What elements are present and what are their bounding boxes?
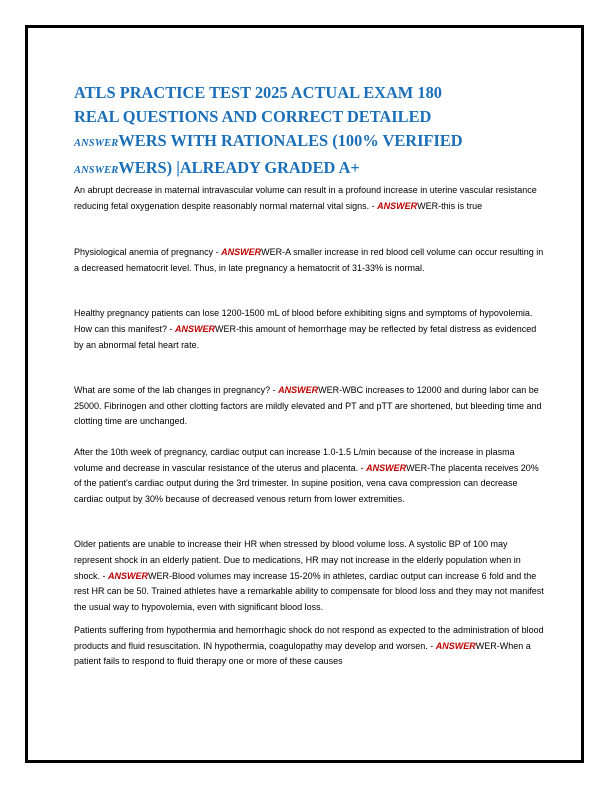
answer-text: WBC increases to 12000 and during labor can be 25000. Fibrinogen and other clotting factors are mildly elevated and PT and pTT are shortened, but bleeding time and clotting time are unchanged. [74,385,542,427]
qa-item [74,623,544,670]
title-line-3: WERS WITH RATIONALES (100% VERIFIED [118,131,463,150]
answer-suffix: WER- [318,385,343,396]
question-text: What are some of the lab changes in pregnancy? - [74,385,279,396]
answer-text: Blood volumes may increase 15-20% in athletes, cardiac output can increase 6 fold and the rest HR can be 50. Trained athletes have a remarkable ability to compensate for blood loss and they may not manifest the usual way to hypovolemia, even with significant blood loss. [74,570,544,612]
answer-text: When a patient fails to respond to fluid therapy one or more of these causes [74,640,531,667]
qa-item [74,383,544,430]
answer-suffix: WER- [406,462,431,473]
title-answer-small: ANSWER [74,165,119,176]
answer-suffix: WER- [475,640,500,651]
answer-suffix: WER- [261,247,286,258]
title-line-2: REAL QUESTIONS AND CORRECT DETAILED [74,107,432,126]
answer-label: ANSWER [108,570,149,581]
qa-item [74,245,544,276]
question-text: Patients suffering from hypothermia and hemorrhagic shock do not respond as expected to the administration of blood products and fluid resuscitation. IN hypothermia, coagulopathy may develop and worsen. - [74,625,544,651]
answer-suffix: WER- [215,323,240,334]
title-line-4: WERS) |ALREADY GRADED A+ [118,158,360,177]
answer-text: this is true [441,200,483,211]
question-text: After the 10th week of pregnancy, cardiac output can increase 1.0-1.5 L/min because of the increase in plasma volume and decrease in vascular resistance of the uterus and placenta. - [74,446,515,473]
question-text: Older patients are unable to increase their HR when stressed by blood volume loss. A systolic BP of 100 may represent shock in an elderly patient. Due to medications, HR may not increase in the elderly population when in shock. - [74,539,521,581]
answer-text: this amount of hemorrhage may be reflected by fetal distress as evidenced by an abnormal fetal heart rate. [74,323,537,350]
qa-item [74,306,544,353]
qa-item [74,445,544,507]
answer-label: ANSWER [175,323,216,334]
answer-label: ANSWER [366,462,407,473]
title-line-1: ATLS PRACTICE TEST 2025 ACTUAL EXAM 180 [74,83,442,102]
answer-text: A smaller increase in red blood cell volume can occur resulting in a decreased hematocrit level. Thus, in late pregnancy a hematocrit of 31-33% is normal. [74,247,544,273]
qa-item [74,183,544,214]
title-answer-small: ANSWER [74,138,119,149]
question-text: An abrupt decrease in maternal intravascular volume can result in a profound increase in uterine vascular resistance reducing fetal oxygenation despite reasonably normal maternal vital signs. - [74,185,537,211]
answer-suffix: WER- [148,570,173,581]
answer-label: ANSWER [435,640,476,651]
question-text: Physiological anemia of pregnancy - [74,247,222,258]
answer-label: ANSWER [221,247,262,258]
document-title [74,81,544,183]
page-frame [25,25,584,763]
answer-text: The placenta receives 20% of the patient's cardiac output during the 3rd trimester. In supine position, vena cava compression can decrease cardiac output by 30% because of decreased venous return from lower extremities. [74,462,539,504]
answer-suffix: WER- [417,200,442,211]
document-content [74,81,544,670]
qa-item [74,537,544,615]
answer-label: ANSWER [278,385,319,396]
answer-label: ANSWER [377,200,418,211]
question-text: Healthy pregnancy patients can lose 1200-1500 mL of blood before exhibiting signs and symptoms of hypovolemia. How can this manifest? - [74,308,533,334]
